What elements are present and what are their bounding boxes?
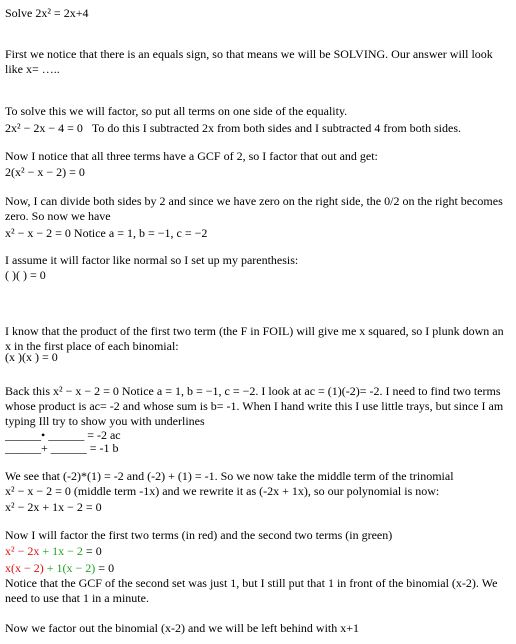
paragraph-rewrite: x² − x − 2 = 0 (middle term -1x) and we rewrite it as (-2x + 1x), so our polynomial is now: [5,484,440,498]
equation-factored-groups [5,561,114,576]
paragraph-factor-binomial: Now we factor out the binomial (x-2) and we will be left behind with x+1 [5,621,360,635]
paragraph-divide: Now, I can divide both sides by 2 and since we have zero on the right side, the 0/2 on the right becomes zero. So now we have [5,194,503,223]
green-factored-group: + 1(x − 2) [43,561,96,575]
green-term-group: + 1x − 2 [39,544,83,558]
paragraph-ac-method: Back this x² − x − 2 = 0 Notice a = 1, b = −1, c = −2. I look at ac = (1)(-2)= -2. I need to find two terms whose product is ac= -2 and whose sum is b= -1. When I hand write this I use little trays, but since I am typing Ill try to show you with underlines [5,384,504,428]
equation-x-parens: (x )(x ) = 0 [5,350,58,364]
subtraction-note: To do this I subtracted 2x from both sides and I subtracted 4 from both sides. [91,121,461,135]
paragraph-parenthesis: I assume it will factor like normal so I set up my parenthesis: [5,253,299,267]
paragraph-middle-term: We see that (-2)*(1) = -2 and (-2) + (1) = -1. So we now take the middle term of the trinomial [5,469,454,483]
equation-empty-parens: ( )( ) = 0 [5,268,46,282]
problem-title: Solve 2x² = 2x+4 [5,6,89,20]
equation-gcf-factored: 2(x² − x − 2) = 0 [5,165,85,179]
equals-zero: = 0 [95,561,115,575]
equation-standard-form: 2x² − 2x − 4 = 0 [5,121,83,135]
product-row: ______• ______ = -2 ac [5,428,121,442]
paragraph-gcf-one: Notice that the GCF of the second set was just 1, but I still put that 1 in front of the binomial (x-2). We need to use that 1 in a minute. [5,576,498,605]
paragraph-gcf: Now I notice that all three terms have a GCF of 2, so I factor that out and get: [5,149,378,163]
equation-trinomial-abc: x² − x − 2 = 0 Notice a = 1, b = −1, c = −2 [5,226,208,240]
equation-line-1 [5,121,461,136]
sum-row: ______+ ______ = -1 b [5,441,119,455]
equation-expanded: x² − 2x + 1x − 2 = 0 [5,500,102,514]
equals-zero: = 0 [82,544,102,558]
paragraph-grouping: Now I will factor the first two terms (in red) and the second two terms (in green) [5,528,393,542]
red-factored-group: x(x − 2) [5,561,44,575]
red-term-group: x² − 2x [5,544,40,558]
paragraph-factor-intro: To solve this we will factor, so put all terms on one side of the equality. [5,104,348,118]
paragraph-foil: I know that the product of the first two term (the F in FOIL) will give me x squared, so I plunk down an x in the first place of each binomial: [5,324,504,353]
paragraph-solving: First we notice that there is an equals sign, so that means we will be SOLVING. Our answer will look like x= ….. [5,47,493,76]
equation-grouped [5,544,102,559]
